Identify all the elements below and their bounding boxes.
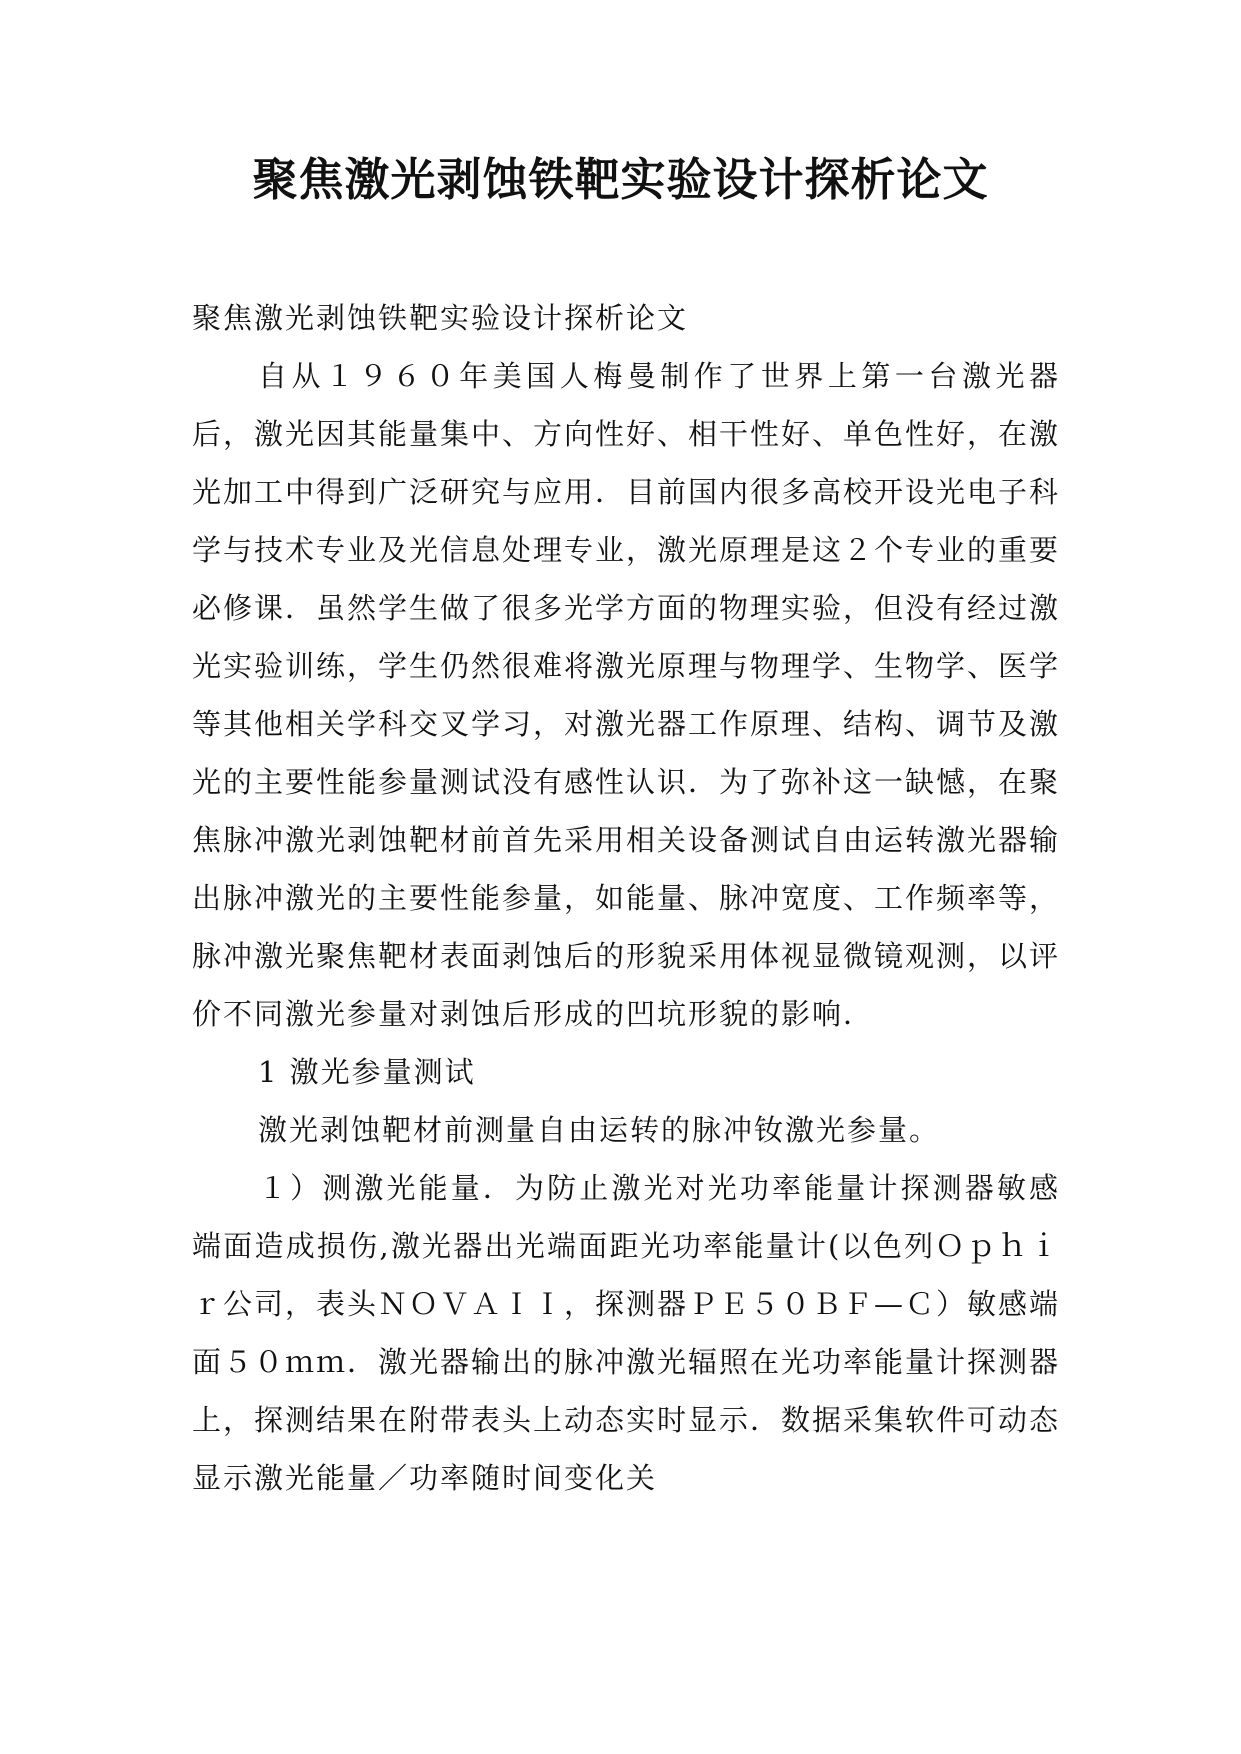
paragraph-energy-measurement: １）测激光能量．为防止激光对光功率能量计探测器敏感端面造成损伤,激光器出光端面距光功率能量计(以色列Ｏｐｈｉｒ公司，表头ＮＯＶＡＩＩ，探测器ＰＥ５０ＢＦ—Ｃ）敏感端面５０ｍｍ．激光器输出的脉冲激光辐照在光功率能量计探测器上，探测结果在附带表头上动态实时显示．数据采集软件可动态显示激光能量／功率随时间变化关 [192, 1171, 1061, 1495]
document-body [192, 289, 1060, 1507]
paragraph-section-intro: 激光剥蚀靶材前测量自由运转的脉冲钕激光参量。 [258, 1113, 941, 1147]
document-title: 聚焦激光剥蚀铁靶实验设计探析论文 [252, 153, 989, 206]
paragraph-subtitle: 聚焦激光剥蚀铁靶实验设计探析论文 [192, 301, 689, 335]
section-heading: 1 激光参量测试 [258, 1055, 476, 1089]
paragraph-intro: 自从１９６０年美国人梅曼制作了世界上第一台激光器后，激光因其能量集中、方向性好、相干性好、单色性好，在激光加工中得到广泛研究与应用．目前国内很多高校开设光电子科学与技术专业及光信息处理专业，激光原理是这２个专业的重要必修课．虽然学生做了很多光学方面的物理实验，但没有经过激光实验训练，学生仍然很难将激光原理与物理学、生物学、医学等其他相关学科交叉学习，对激光器工作原理、结构、调节及激光的主要性能参量测试没有感性认识．为了弥补这一缺憾，在聚焦脉冲激光剥蚀靶材前首先采用相关设备测试自由运转激光器输出脉冲激光的主要性能参量，如能量、脉冲宽度、工作频率等，脉冲激光聚焦靶材表面剥蚀后的形貌采用体视显微镜观测，以评价不同激光参量对剥蚀后形成的凹坑形貌的影响． [192, 359, 1061, 1031]
